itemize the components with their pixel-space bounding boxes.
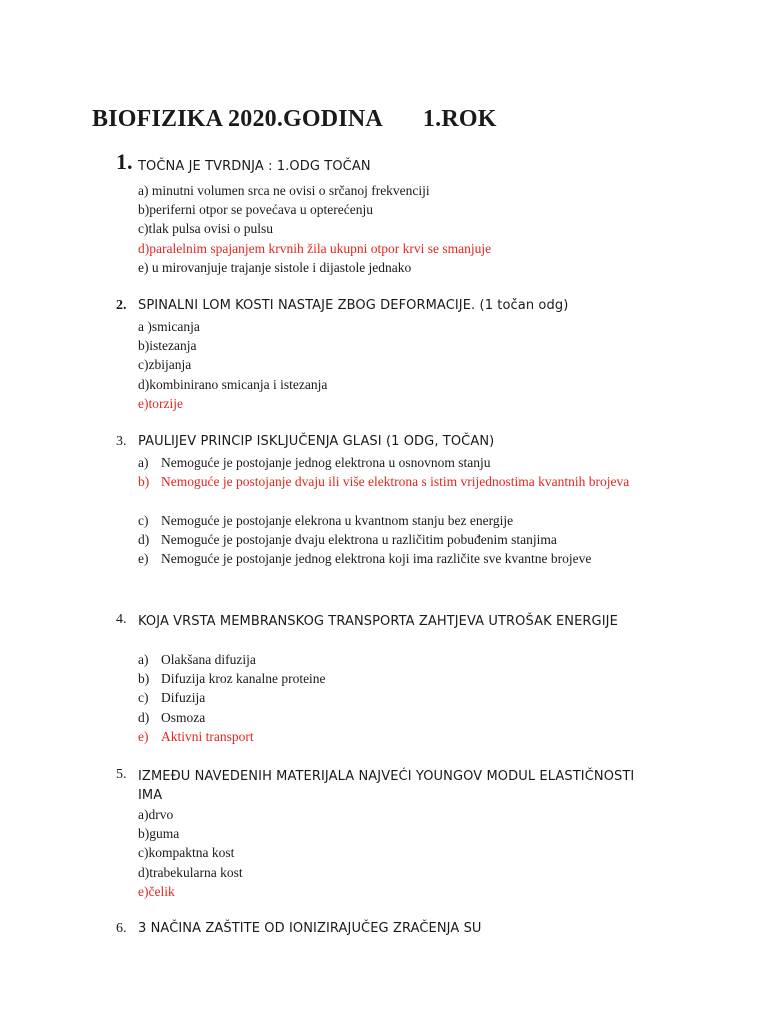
answer-option: a) Nemoguće je postojanje jednog elektrona u osnovnom stanju [138, 455, 491, 470]
answer-option: a )smicanja [138, 319, 200, 334]
question-text: IZMEĐU NAVEDENIH MATERIJALA NAJVEĆI YOUNGOV MODUL ELASTIČNOSTI IMA [138, 769, 635, 803]
answer-option: a) Olakšana difuzija [138, 652, 256, 667]
answer-option-correct: e)čelik [138, 883, 175, 899]
answer-option: c)tlak pulsa ovisi o pulsu [138, 221, 273, 237]
question-text: PAULIJEV PRINCIP ISKLJUČENJA GLASI (1 ODG, TOČAN) [138, 434, 495, 449]
question-3 [0, 434, 768, 568]
question-text: KOJA VRSTA MEMBRANSKOG TRANSPORTA ZAHTJEVA UTROŠAK ENERGIJE [138, 614, 618, 629]
answer-option: d)kombinirano smicanja i istezanja [138, 376, 328, 392]
answer-option: e) Nemoguće je postojanje jednog elektrona koji ima različite sve kvantne brojeve [138, 550, 592, 566]
answer-option: d) Osmoza [138, 709, 206, 725]
answer-option: b)istezanja [138, 338, 197, 354]
answer-option: c)kompaktna kost [138, 845, 235, 861]
question-text: SPINALNI LOM KOSTI NASTAJE ZBOG DEFORMACIJE. (1 točan odg) [138, 298, 569, 313]
question-number: 6. [116, 921, 127, 936]
question-4 [0, 612, 768, 746]
question-text: TOČNA JE TVRDNJA : 1.ODG TOČAN [138, 159, 371, 174]
answer-option: b) Difuzija kroz kanalne proteine [138, 671, 326, 687]
question-2 [0, 298, 768, 413]
question-1 [0, 149, 768, 277]
answer-option: c) Difuzija [138, 690, 206, 706]
answer-option: d) Nemoguće je postojanje dvaju elektrona u različitim pobuđenim stanjima [138, 531, 557, 547]
answer-option-correct: e)torzije [138, 395, 183, 411]
question-text: 3 NAČINA ZAŠTITE OD IONIZIRAJUČEG ZRAČENJA SU [138, 921, 482, 936]
title-rok: 1.ROK [422, 106, 497, 132]
title-main: BIOFIZIKA 2020.GODINA [92, 106, 383, 132]
answer-option: e) u mirovanjuje trajanje sistole i dijastole jednako [138, 259, 412, 275]
answer-option: c) Nemoguće je postojanje elekrona u kvantnom stanju bez energije [138, 512, 514, 528]
question-6 [0, 921, 768, 940]
document-title [92, 106, 497, 133]
answer-option: a) minutni volumen srca ne ovisi o srčanoj frekvenciji [138, 183, 430, 198]
question-number: 5. [116, 767, 127, 782]
question-number: 3. [116, 434, 127, 449]
answer-option: a)drvo [138, 807, 174, 822]
answer-option-correct: b) Nemoguće je postojanje dvaju ili više elektrona s istim vrijednostima kvantnih brojeva [138, 474, 630, 490]
answer-option: b)periferni otpor se povećava u opterećenju [138, 202, 374, 218]
answer-option-correct: d)paralelnim spajanjem krvnih žila ukupni otpor krvi se smanjuje [138, 240, 492, 256]
answer-option-correct: e) Aktivni transport [138, 728, 254, 744]
question-number: 2. [116, 298, 127, 313]
answer-option: d)trabekularna kost [138, 864, 243, 880]
answer-option: c)zbijanja [138, 357, 192, 373]
question-5 [0, 767, 768, 901]
question-number: 4. [116, 612, 127, 627]
answer-option: b)guma [138, 826, 180, 842]
question-number: 1. [116, 149, 133, 174]
